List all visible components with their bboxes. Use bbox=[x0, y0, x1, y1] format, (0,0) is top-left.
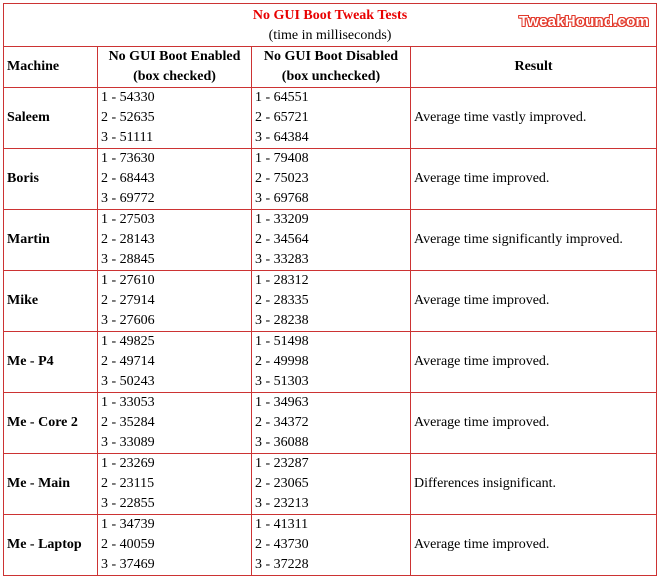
enabled-times bbox=[98, 149, 252, 210]
enabled-times bbox=[98, 454, 252, 515]
time-value: 1 - 28312 bbox=[255, 273, 309, 288]
time-value: 2 - 23115 bbox=[101, 476, 155, 491]
header-enabled bbox=[98, 47, 252, 88]
time-value: 2 - 75023 bbox=[255, 171, 309, 186]
time-value: 3 - 33089 bbox=[101, 435, 155, 450]
time-value: 2 - 52635 bbox=[101, 110, 155, 125]
time-value: 2 - 34372 bbox=[255, 415, 309, 430]
disabled-times bbox=[252, 393, 411, 454]
time-value: 2 - 43730 bbox=[255, 537, 309, 552]
result-text: Average time improved. bbox=[411, 149, 657, 210]
time-value: 3 - 23213 bbox=[255, 496, 309, 511]
time-value: 3 - 27606 bbox=[101, 313, 155, 328]
disabled-times bbox=[252, 149, 411, 210]
table-row bbox=[4, 88, 657, 149]
time-value: 2 - 34564 bbox=[255, 232, 309, 247]
time-value: 2 - 49714 bbox=[101, 354, 155, 369]
machine-name: Me - Laptop bbox=[4, 515, 98, 576]
machine-name: Boris bbox=[4, 149, 98, 210]
machine-name: Me - Core 2 bbox=[4, 393, 98, 454]
table-row bbox=[4, 332, 657, 393]
enabled-times bbox=[98, 515, 252, 576]
table-row bbox=[4, 393, 657, 454]
time-value: 2 - 23065 bbox=[255, 476, 309, 491]
time-value: 3 - 51303 bbox=[255, 374, 309, 389]
time-value: 3 - 69772 bbox=[101, 191, 155, 206]
disabled-times bbox=[252, 515, 411, 576]
time-value: 3 - 51111 bbox=[101, 130, 154, 145]
result-text: Average time significantly improved. bbox=[411, 210, 657, 271]
result-text: Average time improved. bbox=[411, 332, 657, 393]
time-value: 3 - 22855 bbox=[101, 496, 155, 511]
header-disabled-line2: (box unchecked) bbox=[281, 69, 381, 84]
time-value: 3 - 50243 bbox=[101, 374, 155, 389]
time-value: 3 - 37469 bbox=[101, 557, 155, 572]
machine-name: Me - P4 bbox=[4, 332, 98, 393]
time-value: 1 - 64551 bbox=[255, 90, 309, 105]
time-value: 2 - 28335 bbox=[255, 293, 309, 308]
time-value: 3 - 28845 bbox=[101, 252, 155, 267]
time-value: 2 - 40059 bbox=[101, 537, 155, 552]
result-text: Differences insignificant. bbox=[411, 454, 657, 515]
result-text: Average time improved. bbox=[411, 515, 657, 576]
header-disabled bbox=[252, 47, 411, 88]
time-value: 3 - 69768 bbox=[255, 191, 309, 206]
disabled-times bbox=[252, 88, 411, 149]
time-value: 3 - 37228 bbox=[255, 557, 309, 572]
disabled-times bbox=[252, 210, 411, 271]
time-value: 3 - 64384 bbox=[255, 130, 309, 145]
time-value: 1 - 54330 bbox=[101, 90, 155, 105]
time-value: 1 - 33053 bbox=[101, 395, 155, 410]
tweakhound-logo: TweakHound.com bbox=[519, 13, 650, 30]
time-value: 2 - 35284 bbox=[101, 415, 155, 430]
result-text: Average time improved. bbox=[411, 271, 657, 332]
time-value: 1 - 27610 bbox=[101, 273, 155, 288]
table-row bbox=[4, 210, 657, 271]
page-subtitle: (time in milliseconds) bbox=[268, 27, 392, 43]
header-result: Result bbox=[411, 47, 657, 88]
table-row bbox=[4, 271, 657, 332]
time-value: 1 - 27503 bbox=[101, 212, 155, 227]
header-enabled-line1: No GUI Boot Enabled bbox=[108, 49, 241, 64]
machine-name: Me - Main bbox=[4, 454, 98, 515]
time-value: 3 - 33283 bbox=[255, 252, 309, 267]
time-value: 2 - 28143 bbox=[101, 232, 155, 247]
time-value: 2 - 27914 bbox=[101, 293, 155, 308]
result-text: Average time improved. bbox=[411, 393, 657, 454]
time-value: 1 - 33209 bbox=[255, 212, 309, 227]
time-value: 2 - 65721 bbox=[255, 110, 309, 125]
time-value: 1 - 41311 bbox=[255, 517, 309, 532]
time-value: 1 - 34739 bbox=[101, 517, 155, 532]
time-value: 1 - 23269 bbox=[101, 456, 155, 471]
results-table bbox=[3, 3, 657, 576]
disabled-times bbox=[252, 332, 411, 393]
enabled-times bbox=[98, 332, 252, 393]
time-value: 1 - 51498 bbox=[255, 334, 309, 349]
time-value: 1 - 49825 bbox=[101, 334, 155, 349]
table-row bbox=[4, 454, 657, 515]
table-row bbox=[4, 515, 657, 576]
enabled-times bbox=[98, 271, 252, 332]
header-enabled-line2: (box checked) bbox=[133, 69, 216, 84]
time-value: 1 - 73630 bbox=[101, 151, 155, 166]
result-text: Average time vastly improved. bbox=[411, 88, 657, 149]
disabled-times bbox=[252, 271, 411, 332]
enabled-times bbox=[98, 393, 252, 454]
time-value: 2 - 68443 bbox=[101, 171, 155, 186]
time-value: 3 - 36088 bbox=[255, 435, 309, 450]
page-title: No GUI Boot Tweak Tests bbox=[252, 7, 408, 23]
time-value: 1 - 23287 bbox=[255, 456, 309, 471]
time-value: 1 - 79408 bbox=[255, 151, 309, 166]
table-row bbox=[4, 149, 657, 210]
header-disabled-line1: No GUI Boot Disabled bbox=[263, 49, 399, 64]
disabled-times bbox=[252, 454, 411, 515]
table-caption bbox=[4, 4, 657, 47]
enabled-times bbox=[98, 88, 252, 149]
time-value: 2 - 49998 bbox=[255, 354, 309, 369]
header-machine: Machine bbox=[4, 47, 98, 88]
time-value: 1 - 34963 bbox=[255, 395, 309, 410]
enabled-times bbox=[98, 210, 252, 271]
time-value: 3 - 28238 bbox=[255, 313, 309, 328]
machine-name: Martin bbox=[4, 210, 98, 271]
machine-name: Mike bbox=[4, 271, 98, 332]
machine-name: Saleem bbox=[4, 88, 98, 149]
